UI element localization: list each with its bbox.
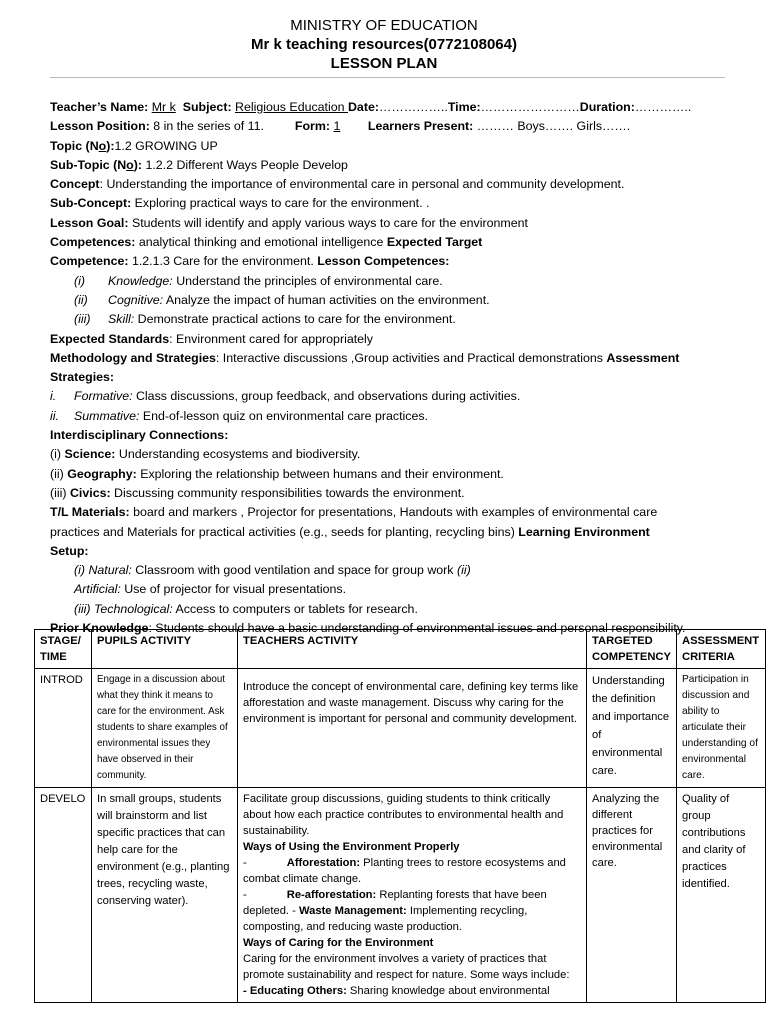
table-row (35, 788, 766, 1003)
setup-line: Setup: (50, 543, 89, 558)
topic-line: Topic (No):1.2 GROWING UP (50, 138, 218, 153)
competence-line: Competence: 1.2.1.3 Care for the environment. Lesson Competences: (50, 254, 450, 269)
intro-stage: INTROD (35, 669, 92, 788)
document-header (0, 16, 768, 73)
lesson-plan-title: LESSON PLAN (330, 55, 438, 72)
artificial-line: Artificial: Use of projector for visual presentations. (74, 582, 347, 597)
subject-name: Religious Education (235, 100, 348, 114)
afforestation-item: - Afforestation: Planting trees to restore ecosystems and combat climate change. (243, 857, 566, 885)
header-stage: STAGE/ TIME (35, 630, 92, 669)
teacher-name: Mr k (151, 100, 176, 114)
technological-line: (iii) Technological: Access to computers or tablets for research. (74, 601, 418, 616)
ministry-title: MINISTRY OF EDUCATION (290, 17, 478, 34)
lesson-details (50, 98, 730, 638)
intro-teachers: Introduce the concept of environmental care, defining key terms like afforestation and waste management. Discuss why caring for the environment is important for personal and community development. (238, 669, 587, 788)
table-header-row (35, 630, 766, 669)
expected-standards-line: Expected Standards: Environment cared for appropriately (50, 331, 373, 346)
caring-text: Caring for the environment involves a variety of practices that promote sustainability and respect for nature. Some ways include: (243, 953, 570, 981)
intro-pupils: Engage in a discussion about what they think it means to care for the environment. Ask students to share examples of environmental issues they have observed in their community. (92, 669, 238, 788)
header-assessment: ASSESSMENT CRITERIA (677, 630, 766, 669)
methodology-line: Methodology and Strategies: Interactive discussions ,Group activities and Practical demonstrations Assessment (50, 350, 680, 365)
teacher-line: Teacher’s Name: Mr k Subject: Religious Education Date:……………..Time:……………………Duration:………….. (50, 100, 692, 114)
develop-stage: DEVELO (35, 788, 92, 1003)
develop-pupils: In small groups, students will brainstorm and list specific practices that can help care for the environment (e.g., planting trees, recycling waste, conserving water). (92, 788, 238, 1003)
ways-caring-heading: Ways of Caring for the Environment (243, 937, 434, 949)
lesson-competence-knowledge: (i) Knowledge: Understand the principles of environmental care. (74, 273, 443, 288)
header-pupils: PUPILS ACTIVITY (92, 630, 238, 669)
develop-teachers: Facilitate group discussions, guiding students to think critically about how each practice contributes to environmental health and sustainability. Ways of Using the Environment Properly - Afforestation: Planting trees to restore ecosystems and combat climate change. - Re-afforestation: Replanting forests that have been depleted. - Waste Management: Implementing recycling, composting, and reducing waste production. Ways of Caring for the Environment Caring for the environment involves a variety of practices that promote sustainability and respect for nature. Some ways include: - Educating Others: Sharing knowledge about environmental (238, 788, 587, 1003)
educating-item: - Educating Others: Sharing knowledge about environmental (243, 985, 550, 997)
concept-line: Concept: Understanding the importance of environmental care in personal and community development. (50, 177, 625, 192)
tl-materials-line-2: practices and Materials for practical activities (e.g., seeds for planting, recycling bins) Learning Environment (50, 524, 650, 539)
table-row (35, 669, 766, 788)
subconcept-line: Sub-Concept: Exploring practical ways to care for the environment. . (50, 196, 430, 211)
natural-line: (i) Natural: Classroom with good ventilation and space for group work (ii) (74, 563, 471, 578)
summative-line: ii. Summative: End-of-lesson quiz on environmental care practices. (50, 408, 428, 423)
connection-geography: (ii) Geography: Exploring the relationship between humans and their environment. (50, 466, 504, 481)
header-divider (50, 77, 725, 78)
lesson-table (34, 629, 766, 1003)
competences-line: Competences: analytical thinking and emotional intelligence Expected Target (50, 235, 483, 250)
header-competency: TARGETED COMPETENCY (587, 630, 677, 669)
interdisciplinary-line: Interdisciplinary Connections: (50, 428, 229, 443)
header-teachers: TEACHERS ACTIVITY (238, 630, 587, 669)
formative-line: i. Formative: Class discussions, group feedback, and observations during activities. (50, 389, 521, 404)
lesson-goal-line: Lesson Goal: Students will identify and apply various ways to care for the environment (50, 215, 528, 230)
reafforestation-item: - Re-afforestation: Replanting forests that have been depleted. - Waste Management: Implementing recycling, composting, and reducing waste production. (243, 889, 547, 933)
subtopic-line: Sub-Topic (No): 1.2.2 Different Ways People Develop (50, 157, 348, 172)
prior-knowledge-line: Prior Knowledge: Students should have a basic understanding of environmental issues and personal responsibility. (50, 621, 686, 636)
intro-assessment: Participation in discussion and ability to articulate their understanding of environmental care. (677, 669, 766, 788)
develop-competency: Analyzing the different practices for environmental care. (587, 788, 677, 1003)
tl-materials-line: T/L Materials: board and markers , Projector for presentations, Handouts with examples of environmental care (50, 505, 658, 520)
lesson-competence-cognitive: (ii) Cognitive: Analyze the impact of human activities on the environment. (74, 292, 490, 307)
resources-title: Mr k teaching resources(0772108064) (251, 36, 517, 53)
intro-competency: Understanding the definition and importance of environmental care. (587, 669, 677, 788)
ways-using-heading: Ways of Using the Environment Properly (243, 841, 460, 853)
connection-science: (i) Science: Understanding ecosystems and biodiversity. (50, 447, 361, 462)
strategies-line: Strategies: (50, 370, 115, 385)
lesson-competence-skill: (iii) Skill: Demonstrate practical actions to care for the environment. (74, 312, 456, 327)
connection-civics: (iii) Civics: Discussing community responsibilities towards the environment. (50, 485, 465, 500)
develop-assessment: Quality of group contributions and clarity of practices identified. (677, 788, 766, 1003)
lesson-position-line: Lesson Position: 8 in the series of 11. Form: 1 Learners Present: ……… Boys……. Girls……. (50, 119, 631, 134)
